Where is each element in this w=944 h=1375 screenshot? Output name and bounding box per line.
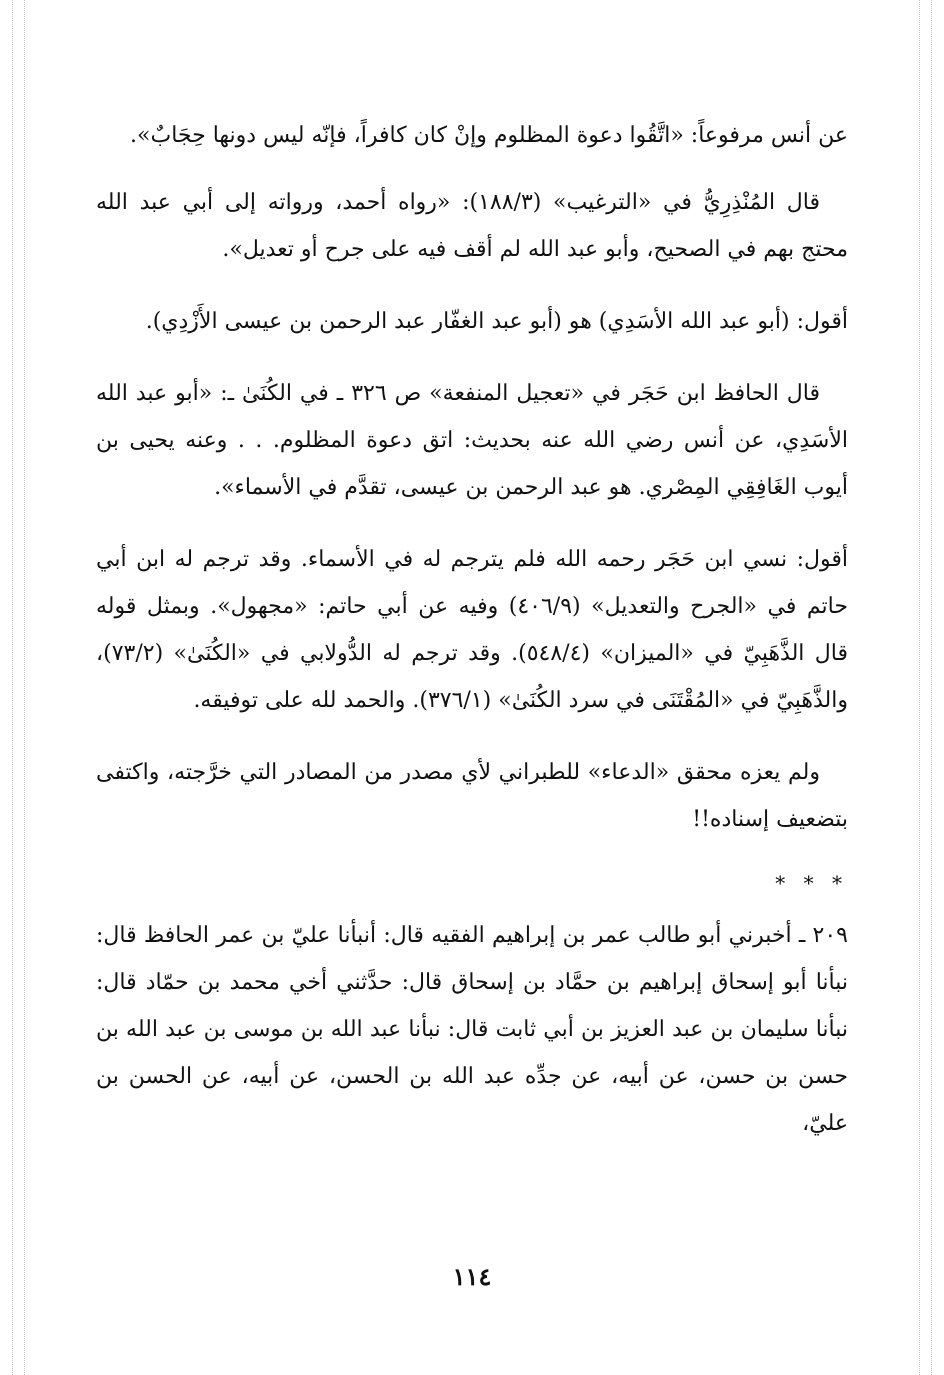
scan-guide-line <box>931 0 932 1375</box>
scan-guide-line <box>919 0 920 1375</box>
paragraph-author-comment: أقول: نسي ابن حَجَر رحمه الله فلم يترجم له في الأسماء. وقد ترجم له ابن أبي حاتم في «الجرح والتعديل» (٤٠٦/٩) وفيه عن أبي حاتم: «مجهول». وبمثل قوله قال الذَّهَبِيّ في «الميزان» (٥٤٨/٤). وقد ترجم له الدُّولابي في «الكُنَىٰ» (٧٣/٢)، والذَّهَبِيّ في «المُقْتَنَى في سرد الكُنَىٰ» (٣٧٦/١). والحمد لله على توفيقه. <box>96 547 848 713</box>
paragraph-editor-note: ولم يعزه محقق «الدعاء» للطبراني لأي مصدر من المصادر التي خرَّجته، واكتفى بتضعيف إسناده!! <box>96 760 848 832</box>
section-separator: * * * <box>775 871 848 895</box>
paragraph-mundhiri-quote: قال المُنْذِرِيُّ في «الترغيب» (١٨٨/٣): «رواه أحمد، ورواته إلى أبي عبد الله محتج بهم في الصحيح، وأبو عبد الله لم أقف فيه على جرح أو تعديل». <box>96 190 848 262</box>
paragraph-narrator-identity: أقول: (أبو عبد الله الأسَدِي) هو (أبو عبد الغفّار عبد الرحمن بن عيسى الأَزْدِي). <box>145 309 848 334</box>
paragraph-ibn-hajar-quote: قال الحافظ ابن حَجَر في «تعجيل المنفعة» ص ٣٢٦ ـ في الكُنَىٰ ـ: «أبو عبد الله الأسَدِي، عن أنس رضي الله عنه بحديث: اتق دعوة المظلوم. . . وعنه يحيى بن أيوب الغَافِقِي المِصْري. هو عبد الرحمن بن عيسى، تقدَّم في الأسماء». <box>96 381 848 500</box>
page-number: ١١٤ <box>452 1262 492 1291</box>
paragraph-hadith-text: عن أنس مرفوعاً: «اتَّقُوا دعوة المظلوم وإنْ كان كافراً، فإنّه ليس دونها حِجَابٌ». <box>130 123 848 148</box>
page-body-text <box>96 112 848 1172</box>
scan-guide-line <box>12 0 13 1375</box>
scan-guide-line <box>24 0 25 1375</box>
paragraph-hadith-209-isnad: ٢٠٩ ـ أخبرني أبو طالب عمر بن إبراهيم الفقيه قال: أنبأنا عليّ بن عمر الحافظ قال: نبأنا أبو إسحاق إبراهيم بن حمَّاد بن إسحاق قال: حدَّثني أخي محمد بن حمّاد قال: نبأنا سليمان بن عبد العزيز بن أبي ثابت قال: نبأنا عبد الله بن موسى بن عبد الله بن حسن بن حسن، عن أبيه، عن جدِّه عبد الله بن الحسن، عن أبيه، عن الحسن بن عليّ، <box>96 923 848 1136</box>
